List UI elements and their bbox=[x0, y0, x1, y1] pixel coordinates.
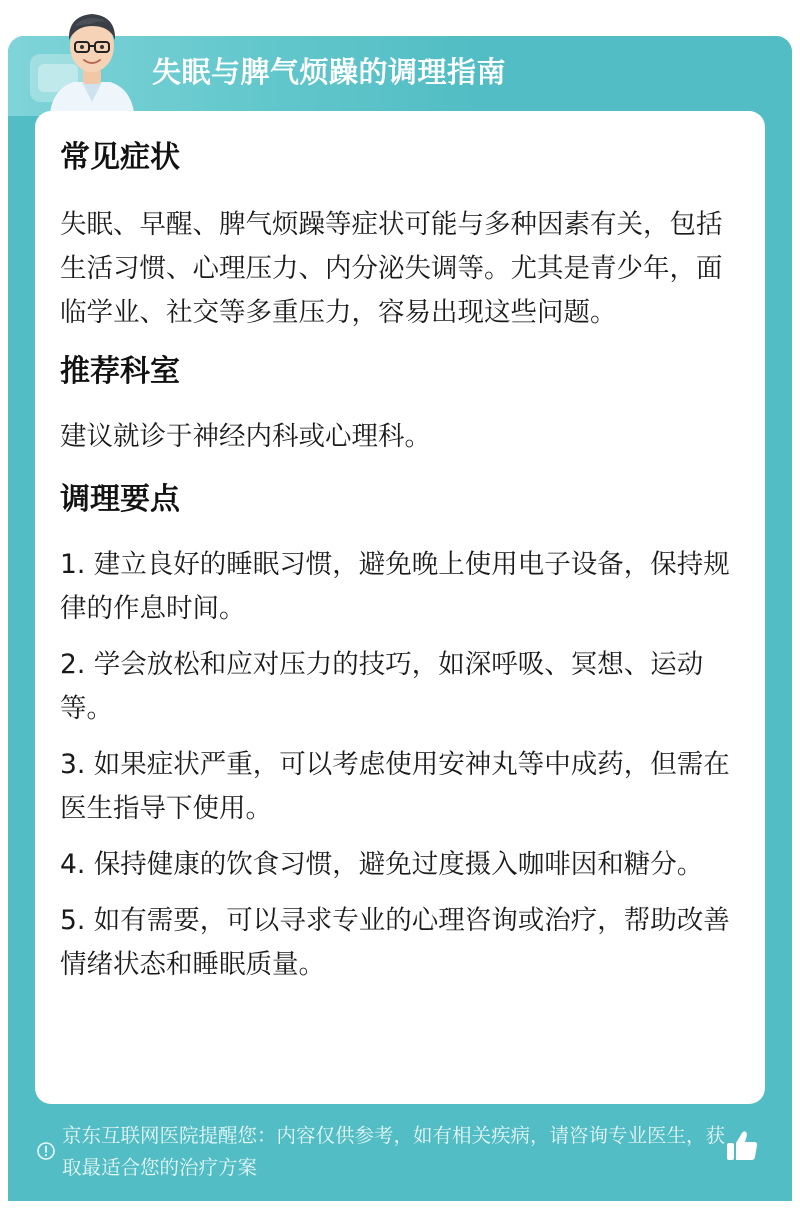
footer-disclaimer: 京东互联网医院提醒您：内容仅供参考，如有相关疾病，请咨询专业医生，获取最适合您的治疗方案 bbox=[62, 1124, 726, 1179]
list-item: 5. 如有需要，可以寻求专业的心理咨询或治疗，帮助改善情绪状态和睡眠质量。 bbox=[60, 905, 730, 980]
page-title: 失眠与脾气烦躁的调理指南 bbox=[152, 55, 507, 89]
content-body bbox=[60, 133, 730, 987]
section-text-symptoms: 失眠、早醒、脾气烦躁等症状可能与多种因素有关，包括生活习惯、心理压力、内分泌失调等。尤其是青少年，面临学业、社交等多重压力，容易出现这些问题。 bbox=[60, 209, 723, 328]
section-title-department: 推荐科室 bbox=[60, 354, 180, 389]
list-item: 2. 学会放松和应对压力的技巧，如深呼吸、冥想、运动等。 bbox=[60, 649, 704, 724]
info-icon bbox=[36, 1141, 56, 1161]
doctor-avatar-icon bbox=[44, 4, 140, 112]
tips-list bbox=[60, 543, 730, 987]
list-item: 4. 保持健康的饮食习惯，避免过度摄入咖啡因和糖分。 bbox=[60, 849, 704, 880]
content-card bbox=[35, 111, 765, 1104]
list-item: 3. 如果症状严重，可以考虑使用安神丸等中成药，但需在医生指导下使用。 bbox=[60, 749, 730, 824]
section-title-tips: 调理要点 bbox=[60, 482, 180, 517]
thumbs-up-icon[interactable] bbox=[724, 1128, 760, 1164]
list-item: 1. 建立良好的睡眠习惯，避免晚上使用电子设备，保持规律的作息时间。 bbox=[60, 549, 730, 624]
section-text-department: 建议就诊于神经内科或心理科。 bbox=[60, 421, 431, 452]
section-title-symptoms: 常见症状 bbox=[60, 140, 180, 175]
